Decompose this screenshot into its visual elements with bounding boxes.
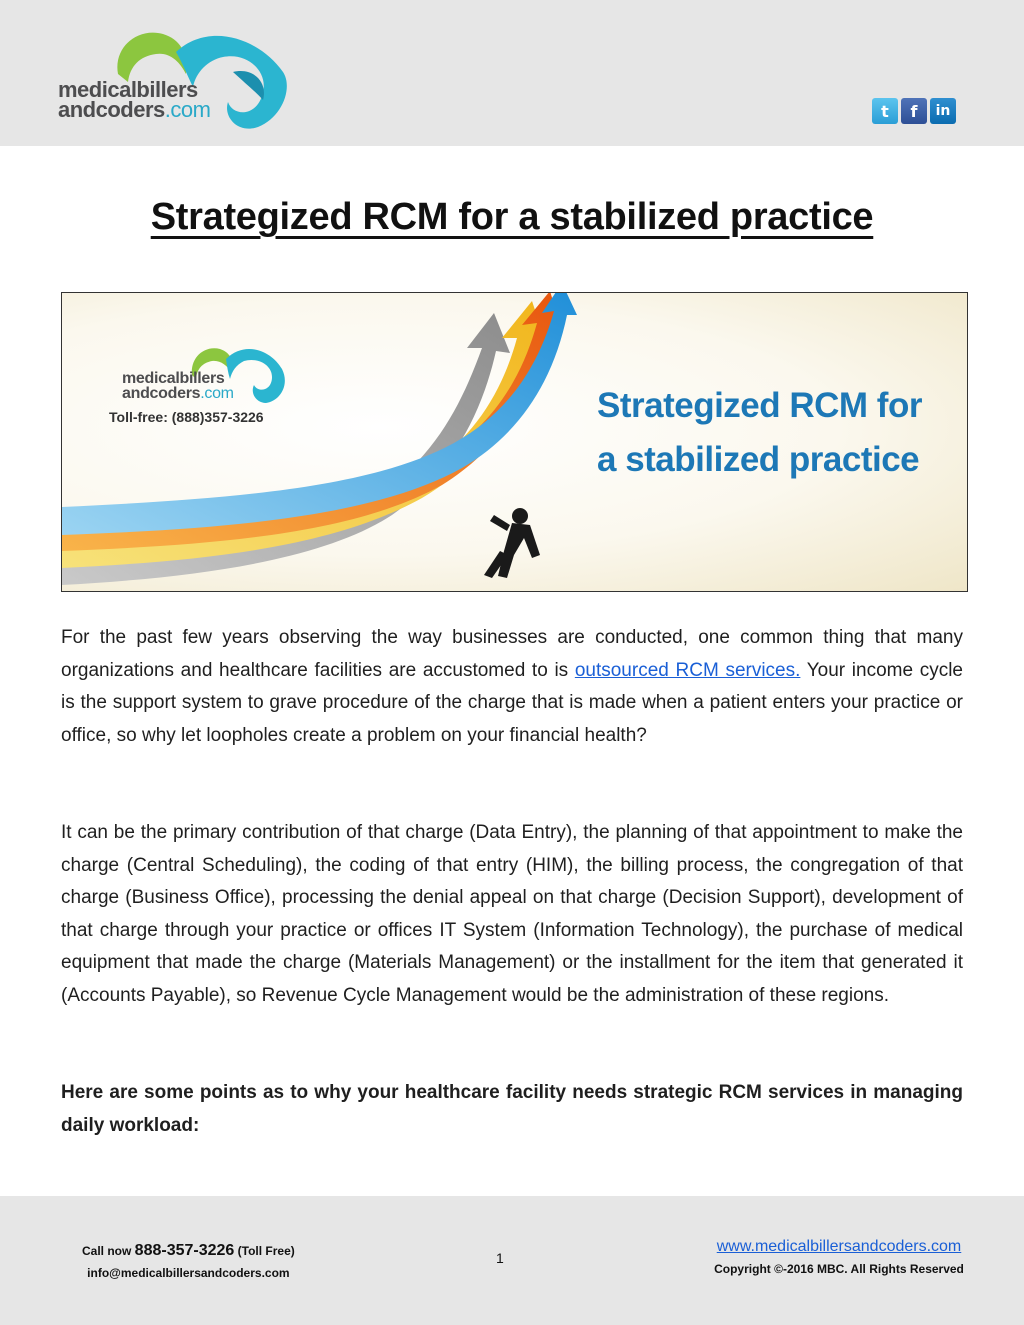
banner-logo-wordmark [122,371,234,401]
footer-site-info [704,1236,974,1280]
logo-line-2-main: andcoders [58,97,165,122]
facebook-icon[interactable]: f [901,98,927,124]
logo-suffix: .com [164,97,211,122]
paragraph-intro [61,622,963,752]
footer-website-line [704,1236,974,1258]
banner-heading [597,379,937,487]
paragraph-points-heading: Here are some points as to why your healthcare facility needs strategic RCM services in managing daily workload: [61,1082,963,1136]
footer-email[interactable]: info@medicalbillersandcoders.com [87,1266,290,1280]
footer-website-link[interactable]: www.medicalbillersandcoders.com [716,1238,962,1255]
footer-call-line [82,1240,295,1262]
footer-copyright: Copyright ©-2016 MBC. All Rights Reserved [714,1262,964,1276]
banner-logo-line-2 [122,386,234,401]
hero-banner-image [61,292,968,592]
logo-wordmark [58,77,211,122]
banner-tollfree: Toll-free: (888)357-3226 [109,409,264,425]
paragraph-intro-start: For the past few years observing the way businesses are conducted, one common thing that many organizations and healthcare facilities are accustomed to is [61,627,963,681]
page-number: 1 [496,1250,504,1266]
social-links [872,98,956,124]
banner-logo-suffix: .com [200,385,234,402]
footer-toll-free: (Toll Free) [234,1244,295,1258]
footer-phone[interactable]: 888-357-3226 [134,1242,235,1259]
banner-logo-line-2-main: andcoders [122,385,201,402]
outsourced-rcm-link[interactable]: outsourced RCM services. [574,659,801,681]
footer-contact [82,1240,295,1284]
logo-line-2 [58,97,211,122]
footer-call-prefix: Call now [82,1244,135,1258]
linkedin-icon[interactable]: in [930,98,956,124]
paragraph-intro-end: Your income cycle is the support system to grave procedure of the charge that is made when a patient enters your practice or office, so why let loopholes create a problem on your financial health? [61,659,963,746]
paragraph-rcm-regions: It can be the primary contribution of that charge (Data Entry), the planning of that appointment to make the charge (Central Scheduling), the coding of that entry (HIM), the billing process, the congregation of that charge (Business Office), processing the denial appeal on that charge (Decision Support), development of that charge through your practice or offices IT System (Information Technology), the purchase of medical equipment that made the charge (Materials Management) or the installment for the item that generated it (Accounts Payable), so Revenue Cycle Management would be the administration of these regions. [61,822,963,1006]
banner-logo-line-1: medicalbillers [122,370,225,387]
logo-line-1: medicalbillers [58,77,198,102]
page-title: Strategized RCM for a stabilized practice [150,196,874,238]
twitter-icon[interactable]: t [872,98,898,124]
company-logo[interactable] [58,22,298,132]
banner-heading-line-2: a stabilized practice [597,440,920,479]
pushing-man-silhouette [484,508,540,578]
banner-heading-line-1: Strategized RCM for [597,386,922,425]
